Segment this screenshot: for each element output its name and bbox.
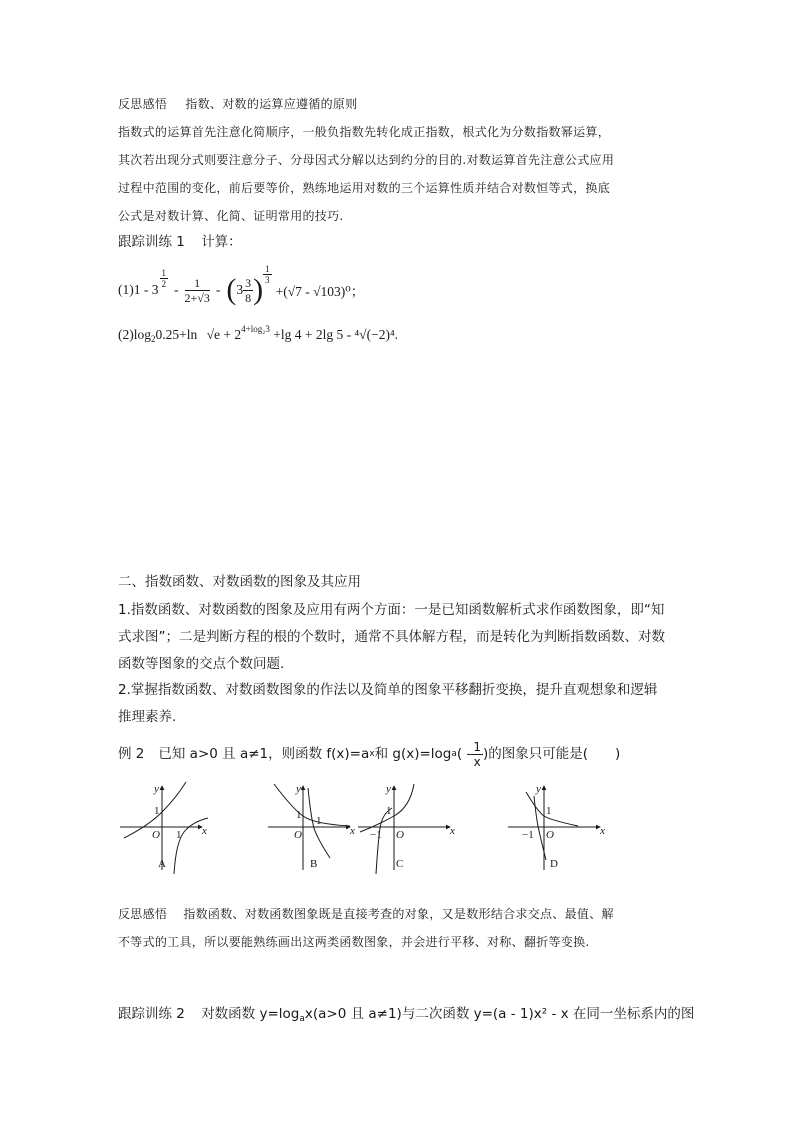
q2-part-b: 0.25+ln xyxy=(155,327,198,342)
question-1: (1)1 - 3 $\frac{1}{2}$ - $\frac{1}{2+√3}$ - ( 3 $\frac{3}{8}$ ) $\frac{1}{3}$ +(√7 - √103)⁰； xyxy=(118,263,365,306)
example-2 xyxy=(118,736,620,772)
q1-frac-num: 1 xyxy=(185,276,210,291)
graph-d-neg-one: −1 xyxy=(522,829,534,841)
example-text-c: ( - xyxy=(456,746,472,762)
practice-label: 跟踪训练 1 xyxy=(118,234,185,250)
reflection-label: 反思感悟 xyxy=(118,97,168,111)
q2-log: (2)log xyxy=(118,327,151,342)
q1-minus-2: - xyxy=(215,282,221,297)
graph-a-origin: O xyxy=(152,829,160,841)
section-para2-line-1: 2.掌握指数函数、对数函数图象的作法以及简单的图象平移翻折变换，提升直观想象和逻辑 xyxy=(118,682,658,698)
q1-exp2-den: 3 xyxy=(265,274,270,285)
practice-heading-1 xyxy=(118,232,242,252)
q1-exp-num: 1 xyxy=(161,267,166,278)
reflection-2-line-2: 不等式的工具，所以要能熟练画出这两类函数图象，并会进行平移、对称、翻折等变换. xyxy=(118,935,590,949)
section-para1-line-3: 函数等图象的交点个数问题. xyxy=(118,656,285,672)
graph-b-caption: B xyxy=(310,858,318,870)
example-frac-den: x xyxy=(473,754,481,769)
graph-b xyxy=(268,784,350,870)
reflection-line-3: 过程中范围的变化，前后要等价，熟练地运用对数的三个运算性质并结合对数恒等式，换底 xyxy=(118,181,611,195)
graph-a-x-label: x xyxy=(202,825,207,837)
graph-c-caption: C xyxy=(396,858,404,870)
q2-part-c: + 2 xyxy=(223,327,242,342)
q2-part-d: +lg 4 + 2lg 5 - ⁴√(−2)⁴. xyxy=(273,327,399,342)
reflection-2-label: 反思感悟 xyxy=(118,907,168,921)
example-label: 例 2 xyxy=(118,746,145,762)
section-para1-line-2: 式求图”；二是判断方程的根的个数时，通常不具体解方程，而是转化为判断指数函数、对数 xyxy=(118,629,665,645)
q1-tail: +(√7 - √103)⁰； xyxy=(275,284,365,299)
graph-d-x-label: x xyxy=(600,825,605,837)
q2-sqrt-e: √e xyxy=(206,327,221,342)
graph-c-x-label: x xyxy=(450,825,455,837)
q1-mixed-num: 3 xyxy=(245,275,252,290)
graph-d-y-label: y xyxy=(536,783,541,795)
example-frac-num: 1 xyxy=(473,739,481,754)
practice-2-text-a: 对数函数 y=log xyxy=(201,1006,300,1022)
q1-prefix: (1)1 - 3 xyxy=(118,282,159,297)
graph-a-caption: A xyxy=(158,858,166,870)
reflection-line-2: 其次若出现分式则要注意分子、分母因式分解以达到约分的目的.对数运算首先注意公式应用 xyxy=(118,153,615,167)
reflection-title: 指数、对数的运算应遵循的原则 xyxy=(185,97,358,111)
graph-d-caption: D xyxy=(550,858,558,870)
practice-2-label: 跟踪训练 2 xyxy=(118,1006,185,1022)
section-heading: 二、指数函数、对数函数的图象及其应用 xyxy=(118,574,361,590)
graph-d-origin: O xyxy=(546,829,554,841)
q1-fraction xyxy=(185,276,210,305)
graph-d-one-y: 1 xyxy=(546,805,552,817)
reflection-2-text-1: 指数函数、对数函数图象既是直接考查的对象，又是数形结合求交点、最值、解 xyxy=(183,907,614,921)
reflection-2-line-1 xyxy=(118,904,614,924)
q1-minus-1: - xyxy=(174,282,179,297)
graph-a-one-y: 1 xyxy=(154,805,160,817)
graph-c-neg-one: −1 xyxy=(370,829,382,841)
graph-b-one-y: 1 xyxy=(296,809,302,821)
graph-c-origin: O xyxy=(396,829,404,841)
q1-frac-den: 2+√3 xyxy=(184,290,210,305)
graph-a-one-x: 1 xyxy=(176,829,182,841)
example-text-a: 已知 a>0 且 a≠1，则函数 f(x)=a xyxy=(158,746,370,762)
graph-b-x-label: x xyxy=(350,825,355,837)
practice-prompt: 计算： xyxy=(201,234,242,250)
graph-c-y-label: y xyxy=(386,783,391,795)
q1-mixed-whole: 3 xyxy=(236,282,244,297)
q1-exp-den: 2 xyxy=(161,278,166,289)
example-sub-a: a xyxy=(451,749,457,759)
graph-b-origin: O xyxy=(294,829,302,841)
reflection-line-1: 指数式的运算首先注意化简顺序，一般负指数先转化成正指数，根式化为分数指数幂运算， xyxy=(118,125,611,139)
example-sup-x: x xyxy=(369,749,375,759)
practice-2 xyxy=(118,1004,694,1029)
example-fraction xyxy=(471,740,483,769)
example-text-d: )的图象只可能是( ) xyxy=(482,746,621,762)
graph-c-one-y: 1 xyxy=(386,805,392,817)
q2-log-base: 2 xyxy=(151,334,156,344)
practice-2-sub-a: a xyxy=(299,1014,305,1024)
example-text-b: 和 g(x)=log xyxy=(374,746,452,762)
section-para2-line-2: 推理素养. xyxy=(118,709,177,725)
q1-mixed-den: 8 xyxy=(245,290,252,305)
graph-b-one-x: 1 xyxy=(316,815,322,827)
reflection-line-4: 公式是对数计算、化简、证明常用的技巧. xyxy=(118,209,344,223)
section-para1-line-1: 1.指数函数、对数函数的图象及应用有两个方面：一是已知函数解析式求作函数图象，即“知 xyxy=(118,602,665,618)
question-2 xyxy=(118,324,398,344)
graph-a-y-label: y xyxy=(154,783,159,795)
q1-exp2-num: 1 xyxy=(265,263,270,274)
practice-2-text-b: x(a>0 且 a≠1)与二次函数 y=(a - 1)x² - x 在同一坐标系内的图 xyxy=(304,1006,695,1022)
q1-mixed-fraction xyxy=(243,276,253,305)
option-graphs xyxy=(110,778,610,878)
graph-b-y-label: y xyxy=(296,783,301,795)
reflection-heading-1 xyxy=(118,94,358,114)
q2-exponent: 4+log₂3 xyxy=(241,324,270,334)
